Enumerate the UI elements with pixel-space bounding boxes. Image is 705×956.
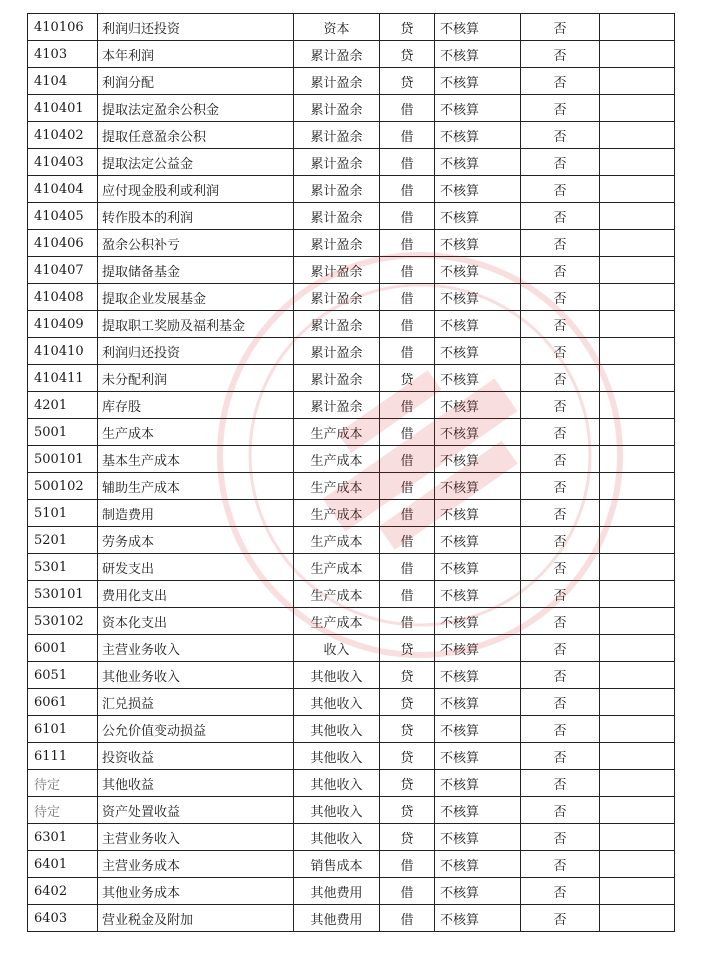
accounting-type: 不核算: [435, 581, 521, 608]
account-code: 6401: [28, 851, 98, 878]
balance-direction: 贷: [380, 14, 435, 41]
table-row: [28, 689, 675, 716]
blank-cell: [600, 257, 675, 284]
accounting-type: 不核算: [435, 284, 521, 311]
blank-cell: [600, 446, 675, 473]
flag-value: 否: [521, 311, 600, 338]
flag-value: 否: [521, 122, 600, 149]
flag-value: 否: [521, 446, 600, 473]
account-code: 410405: [28, 203, 98, 230]
account-category: 其他费用: [294, 878, 380, 905]
flag-value: 否: [521, 635, 600, 662]
accounting-type: 不核算: [435, 365, 521, 392]
blank-cell: [600, 797, 675, 824]
account-code: 410409: [28, 311, 98, 338]
account-code: 410402: [28, 122, 98, 149]
blank-cell: [600, 689, 675, 716]
account-category: 累计盈余: [294, 176, 380, 203]
blank-cell: [600, 392, 675, 419]
blank-cell: [600, 716, 675, 743]
blank-cell: [600, 635, 675, 662]
table-row: [28, 149, 675, 176]
account-name: 营业税金及附加: [98, 905, 294, 932]
accounting-type: 不核算: [435, 176, 521, 203]
account-name: 主营业务收入: [98, 635, 294, 662]
account-name: 提取法定盈余公积金: [98, 95, 294, 122]
blank-cell: [600, 851, 675, 878]
flag-value: 否: [521, 203, 600, 230]
flag-value: 否: [521, 581, 600, 608]
balance-direction: 借: [380, 122, 435, 149]
balance-direction: 借: [380, 527, 435, 554]
balance-direction: 贷: [380, 716, 435, 743]
account-category: 生产成本: [294, 473, 380, 500]
blank-cell: [600, 176, 675, 203]
flag-value: 否: [521, 257, 600, 284]
blank-cell: [600, 149, 675, 176]
table-row: [28, 284, 675, 311]
table-row: [28, 365, 675, 392]
balance-direction: 借: [380, 284, 435, 311]
balance-direction: 借: [380, 500, 435, 527]
account-code: 5301: [28, 554, 98, 581]
balance-direction: 借: [380, 905, 435, 932]
balance-direction: 贷: [380, 689, 435, 716]
table-row: [28, 527, 675, 554]
account-code: 6111: [28, 743, 98, 770]
balance-direction: 贷: [380, 68, 435, 95]
table-row: [28, 581, 675, 608]
accounting-type: 不核算: [435, 851, 521, 878]
account-name: 提取企业发展基金: [98, 284, 294, 311]
table-row: [28, 473, 675, 500]
account-name: 其他业务成本: [98, 878, 294, 905]
balance-direction: 借: [380, 554, 435, 581]
accounting-type: 不核算: [435, 419, 521, 446]
flag-value: 否: [521, 41, 600, 68]
account-name: 利润归还投资: [98, 338, 294, 365]
account-code: 待定: [28, 797, 98, 824]
table-row: [28, 257, 675, 284]
table-row: [28, 770, 675, 797]
accounting-type: 不核算: [435, 14, 521, 41]
table-row: [28, 446, 675, 473]
account-name: 本年利润: [98, 41, 294, 68]
account-name: 劳务成本: [98, 527, 294, 554]
accounting-type: 不核算: [435, 878, 521, 905]
account-category: 销售成本: [294, 851, 380, 878]
account-name: 资产处置收益: [98, 797, 294, 824]
balance-direction: 贷: [380, 824, 435, 851]
blank-cell: [600, 662, 675, 689]
account-code: 待定: [28, 770, 98, 797]
balance-direction: 借: [380, 392, 435, 419]
blank-cell: [600, 365, 675, 392]
blank-cell: [600, 905, 675, 932]
flag-value: 否: [521, 419, 600, 446]
account-name: 提取储备基金: [98, 257, 294, 284]
flag-value: 否: [521, 554, 600, 581]
account-name: 提取任意盈余公积: [98, 122, 294, 149]
account-category: 资本: [294, 14, 380, 41]
blank-cell: [600, 743, 675, 770]
account-code: 4104: [28, 68, 98, 95]
account-code: 500101: [28, 446, 98, 473]
account-name: 基本生产成本: [98, 446, 294, 473]
table-row: [28, 41, 675, 68]
account-category: 生产成本: [294, 581, 380, 608]
flag-value: 否: [521, 824, 600, 851]
table-row: [28, 851, 675, 878]
account-category: 其他收入: [294, 770, 380, 797]
account-table-body: [28, 14, 675, 932]
account-name: 费用化支出: [98, 581, 294, 608]
account-code: 5101: [28, 500, 98, 527]
account-code: 5201: [28, 527, 98, 554]
flag-value: 否: [521, 716, 600, 743]
account-code: 6001: [28, 635, 98, 662]
balance-direction: 借: [380, 878, 435, 905]
accounting-type: 不核算: [435, 662, 521, 689]
flag-value: 否: [521, 338, 600, 365]
account-name: 资本化支出: [98, 608, 294, 635]
table-row: [28, 797, 675, 824]
balance-direction: 借: [380, 311, 435, 338]
balance-direction: 贷: [380, 797, 435, 824]
account-name: 主营业务收入: [98, 824, 294, 851]
account-category: 生产成本: [294, 500, 380, 527]
table-row: [28, 554, 675, 581]
flag-value: 否: [521, 284, 600, 311]
account-code: 530101: [28, 581, 98, 608]
account-name: 利润归还投资: [98, 14, 294, 41]
balance-direction: 贷: [380, 41, 435, 68]
account-name: 提取职工奖励及福利基金: [98, 311, 294, 338]
account-code: 500102: [28, 473, 98, 500]
accounting-type: 不核算: [435, 338, 521, 365]
table-row: [28, 635, 675, 662]
account-category: 累计盈余: [294, 338, 380, 365]
account-name: 利润分配: [98, 68, 294, 95]
blank-cell: [600, 824, 675, 851]
balance-direction: 借: [380, 473, 435, 500]
account-category: 其他费用: [294, 905, 380, 932]
blank-cell: [600, 68, 675, 95]
balance-direction: 借: [380, 419, 435, 446]
accounting-type: 不核算: [435, 905, 521, 932]
accounting-type: 不核算: [435, 473, 521, 500]
table-row: [28, 122, 675, 149]
account-name: 投资收益: [98, 743, 294, 770]
account-code: 410410: [28, 338, 98, 365]
flag-value: 否: [521, 230, 600, 257]
account-code: 410406: [28, 230, 98, 257]
account-code: 6061: [28, 689, 98, 716]
account-code: 5001: [28, 419, 98, 446]
balance-direction: 贷: [380, 770, 435, 797]
balance-direction: 贷: [380, 743, 435, 770]
accounting-type: 不核算: [435, 203, 521, 230]
table-row: [28, 716, 675, 743]
accounting-type: 不核算: [435, 689, 521, 716]
accounting-type: 不核算: [435, 527, 521, 554]
blank-cell: [600, 473, 675, 500]
account-code: 6301: [28, 824, 98, 851]
account-name: 提取法定公益金: [98, 149, 294, 176]
account-code: 6051: [28, 662, 98, 689]
table-row: [28, 500, 675, 527]
table-row: [28, 608, 675, 635]
table-row: [28, 230, 675, 257]
account-name: 其他收益: [98, 770, 294, 797]
accounting-type: 不核算: [435, 122, 521, 149]
table-row: [28, 392, 675, 419]
balance-direction: 借: [380, 851, 435, 878]
table-row: [28, 203, 675, 230]
blank-cell: [600, 284, 675, 311]
accounting-type: 不核算: [435, 797, 521, 824]
blank-cell: [600, 230, 675, 257]
account-category: 累计盈余: [294, 68, 380, 95]
table-row: [28, 338, 675, 365]
flag-value: 否: [521, 905, 600, 932]
balance-direction: 借: [380, 203, 435, 230]
flag-value: 否: [521, 608, 600, 635]
balance-direction: 借: [380, 95, 435, 122]
balance-direction: 借: [380, 446, 435, 473]
accounting-type: 不核算: [435, 635, 521, 662]
account-name: 主营业务成本: [98, 851, 294, 878]
balance-direction: 借: [380, 149, 435, 176]
accounting-type: 不核算: [435, 743, 521, 770]
account-code: 6403: [28, 905, 98, 932]
accounting-type: 不核算: [435, 149, 521, 176]
account-category: 其他收入: [294, 689, 380, 716]
accounting-type: 不核算: [435, 230, 521, 257]
account-category: 累计盈余: [294, 95, 380, 122]
account-category: 累计盈余: [294, 149, 380, 176]
accounting-type: 不核算: [435, 446, 521, 473]
account-category: 生产成本: [294, 527, 380, 554]
blank-cell: [600, 554, 675, 581]
account-category: 生产成本: [294, 608, 380, 635]
balance-direction: 贷: [380, 635, 435, 662]
balance-direction: 贷: [380, 662, 435, 689]
accounting-type: 不核算: [435, 554, 521, 581]
account-name: 应付现金股利或利润: [98, 176, 294, 203]
accounting-type: 不核算: [435, 311, 521, 338]
account-code: 530102: [28, 608, 98, 635]
table-row: [28, 905, 675, 932]
account-code: 4103: [28, 41, 98, 68]
account-category: 生产成本: [294, 554, 380, 581]
flag-value: 否: [521, 149, 600, 176]
account-category: 其他收入: [294, 743, 380, 770]
account-code: 4201: [28, 392, 98, 419]
flag-value: 否: [521, 500, 600, 527]
account-category: 其他收入: [294, 662, 380, 689]
account-name: 库存股: [98, 392, 294, 419]
account-name: 转作股本的利润: [98, 203, 294, 230]
account-code: 6101: [28, 716, 98, 743]
table-row: [28, 14, 675, 41]
blank-cell: [600, 500, 675, 527]
blank-cell: [600, 878, 675, 905]
flag-value: 否: [521, 689, 600, 716]
flag-value: 否: [521, 743, 600, 770]
flag-value: 否: [521, 473, 600, 500]
account-category: 累计盈余: [294, 284, 380, 311]
account-code: 410411: [28, 365, 98, 392]
table-row: [28, 743, 675, 770]
account-table: [27, 13, 675, 932]
account-code: 410403: [28, 149, 98, 176]
account-category: 累计盈余: [294, 230, 380, 257]
balance-direction: 借: [380, 257, 435, 284]
blank-cell: [600, 338, 675, 365]
account-code: 410106: [28, 14, 98, 41]
blank-cell: [600, 608, 675, 635]
blank-cell: [600, 203, 675, 230]
account-category: 生产成本: [294, 419, 380, 446]
accounting-type: 不核算: [435, 608, 521, 635]
balance-direction: 借: [380, 230, 435, 257]
account-code: 410408: [28, 284, 98, 311]
balance-direction: 贷: [380, 365, 435, 392]
flag-value: 否: [521, 851, 600, 878]
flag-value: 否: [521, 527, 600, 554]
account-name: 盈余公积补亏: [98, 230, 294, 257]
accounting-type: 不核算: [435, 770, 521, 797]
flag-value: 否: [521, 770, 600, 797]
balance-direction: 借: [380, 581, 435, 608]
flag-value: 否: [521, 365, 600, 392]
account-category: 累计盈余: [294, 203, 380, 230]
blank-cell: [600, 770, 675, 797]
accounting-type: 不核算: [435, 41, 521, 68]
balance-direction: 借: [380, 176, 435, 203]
account-category: 生产成本: [294, 446, 380, 473]
accounting-type: 不核算: [435, 68, 521, 95]
account-code: 410401: [28, 95, 98, 122]
blank-cell: [600, 122, 675, 149]
account-category: 其他收入: [294, 716, 380, 743]
account-category: 其他收入: [294, 824, 380, 851]
table-row: [28, 68, 675, 95]
blank-cell: [600, 527, 675, 554]
account-category: 其他收入: [294, 797, 380, 824]
flag-value: 否: [521, 14, 600, 41]
flag-value: 否: [521, 95, 600, 122]
blank-cell: [600, 95, 675, 122]
accounting-type: 不核算: [435, 500, 521, 527]
account-category: 累计盈余: [294, 257, 380, 284]
account-name: 研发支出: [98, 554, 294, 581]
accounting-type: 不核算: [435, 716, 521, 743]
accounting-type: 不核算: [435, 824, 521, 851]
blank-cell: [600, 419, 675, 446]
account-name: 制造费用: [98, 500, 294, 527]
account-table-sheet: [27, 13, 675, 932]
account-name: 公允价值变动损益: [98, 716, 294, 743]
flag-value: 否: [521, 68, 600, 95]
account-name: 未分配利润: [98, 365, 294, 392]
table-row: [28, 176, 675, 203]
table-row: [28, 662, 675, 689]
table-row: [28, 311, 675, 338]
account-code: 410407: [28, 257, 98, 284]
account-category: 累计盈余: [294, 392, 380, 419]
accounting-type: 不核算: [435, 95, 521, 122]
flag-value: 否: [521, 797, 600, 824]
flag-value: 否: [521, 176, 600, 203]
flag-value: 否: [521, 662, 600, 689]
flag-value: 否: [521, 878, 600, 905]
account-name: 生产成本: [98, 419, 294, 446]
blank-cell: [600, 14, 675, 41]
account-name: 辅助生产成本: [98, 473, 294, 500]
account-category: 累计盈余: [294, 122, 380, 149]
account-category: 收入: [294, 635, 380, 662]
blank-cell: [600, 311, 675, 338]
account-category: 累计盈余: [294, 41, 380, 68]
accounting-type: 不核算: [435, 257, 521, 284]
balance-direction: 借: [380, 338, 435, 365]
flag-value: 否: [521, 392, 600, 419]
account-category: 累计盈余: [294, 311, 380, 338]
table-row: [28, 824, 675, 851]
account-code: 6402: [28, 878, 98, 905]
account-name: 其他业务收入: [98, 662, 294, 689]
blank-cell: [600, 581, 675, 608]
table-row: [28, 878, 675, 905]
balance-direction: 借: [380, 608, 435, 635]
table-row: [28, 95, 675, 122]
table-row: [28, 419, 675, 446]
account-category: 累计盈余: [294, 365, 380, 392]
blank-cell: [600, 41, 675, 68]
account-code: 410404: [28, 176, 98, 203]
account-name: 汇兑损益: [98, 689, 294, 716]
accounting-type: 不核算: [435, 392, 521, 419]
